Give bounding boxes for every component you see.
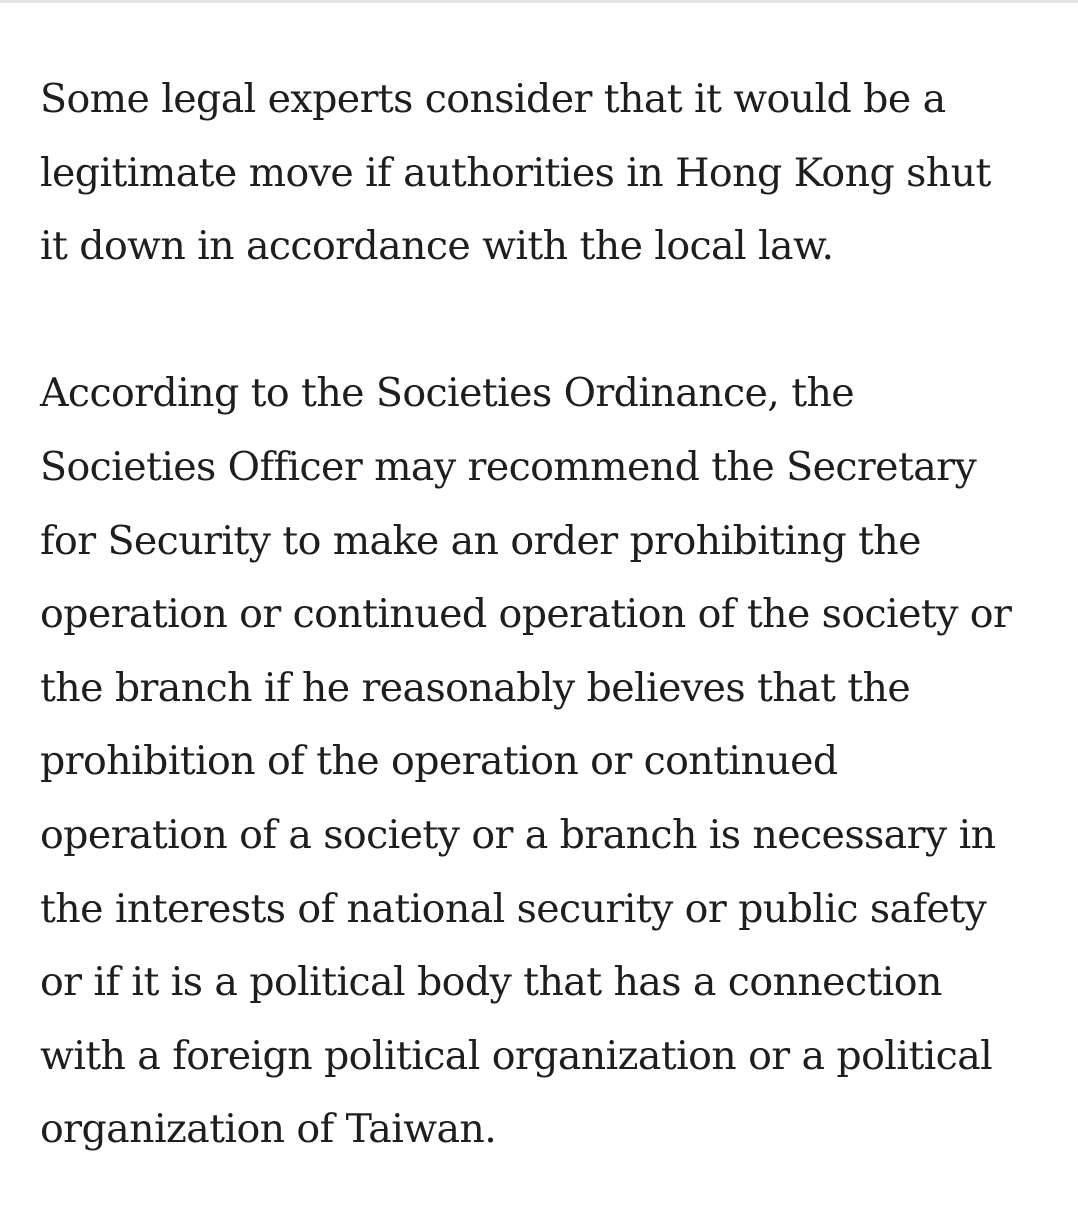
- paragraph-line: legitimate move if authorities in Hong Kong shut: [40, 149, 991, 196]
- article-paragraph-1: [40, 63, 1040, 284]
- top-divider: [0, 0, 1078, 3]
- paragraph-line: it down in accordance with the local law.: [40, 223, 834, 270]
- article-paragraph-2: [40, 357, 1040, 1167]
- paragraph-line: or if it is a political body that has a connection: [40, 959, 942, 1006]
- paragraph-line: the branch if he reasonably believes that the: [40, 664, 911, 711]
- paragraph-line: prohibition of the operation or continued: [40, 738, 838, 785]
- paragraph-line: Some legal experts consider that it would be a: [40, 76, 946, 122]
- paragraph-line: operation or continued operation of the society or: [40, 591, 1012, 638]
- article-body: [40, 63, 1040, 1167]
- paragraph-line: According to the Societies Ordinance, the: [40, 370, 855, 417]
- paragraph-line: the interests of national security or public safety: [40, 885, 987, 932]
- paragraph-line: with a foreign political organization or a political: [40, 1032, 993, 1079]
- paragraph-line: Societies Officer may recommend the Secretary: [40, 443, 977, 490]
- paragraph-line: for Security to make an order prohibiting the: [40, 517, 921, 564]
- paragraph-line: operation of a society or a branch is necessary in: [40, 811, 996, 858]
- paragraph-line: organization of Taiwan.: [40, 1106, 497, 1153]
